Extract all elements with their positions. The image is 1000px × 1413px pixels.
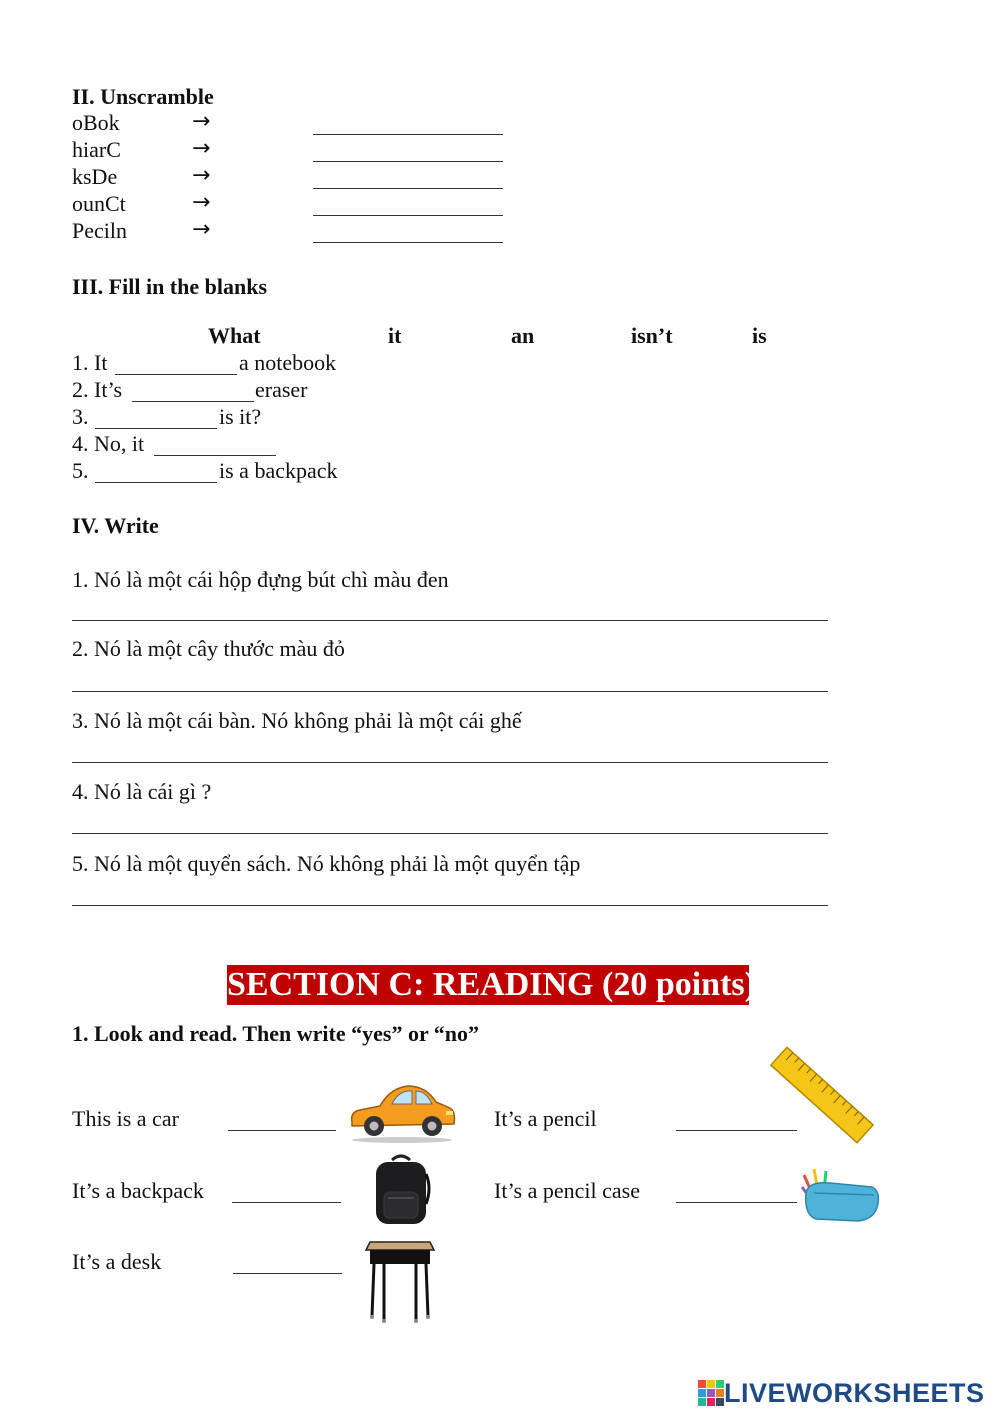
- reading-answer-car[interactable]: [228, 1108, 336, 1131]
- arrow-right-icon: →: [192, 217, 211, 242]
- unscramble-answer-3[interactable]: [313, 166, 503, 189]
- fill-heading: III. Fill in the blanks: [72, 274, 268, 299]
- backpack-image: [370, 1152, 432, 1226]
- liveworksheets-logo-text: LIVEWORKSHEETS: [724, 1377, 985, 1408]
- section-c-banner: SECTION C: READING (20 points): [227, 966, 756, 1003]
- unscramble-answer-1[interactable]: [313, 112, 503, 135]
- reading-answer-pencil-case[interactable]: [676, 1180, 797, 1203]
- liveworksheets-logo-icon: [698, 1380, 724, 1406]
- scrambled-word: ounCt: [72, 191, 126, 216]
- reading-answer-desk[interactable]: [233, 1251, 342, 1274]
- liveworksheets-logo: [698, 1375, 985, 1411]
- fill-sentence-1-start: 1. It: [72, 350, 108, 375]
- write-answer-2[interactable]: [72, 667, 828, 692]
- word-bank-item: is: [752, 323, 767, 348]
- fill-sentence-4-start: 4. No, it: [72, 431, 145, 456]
- reading-statement-desk: It’s a desk: [72, 1249, 162, 1274]
- arrow-right-icon: →: [192, 136, 211, 161]
- write-heading: IV. Write: [72, 513, 159, 538]
- scrambled-word: Peciln: [72, 218, 127, 243]
- fill-sentence-2-end: eraser: [255, 377, 308, 402]
- scrambled-word: oBok: [72, 110, 120, 135]
- write-answer-1[interactable]: [72, 596, 828, 621]
- desk-image: [364, 1236, 436, 1326]
- arrow-right-icon: →: [192, 190, 211, 215]
- word-bank-item: it: [388, 323, 402, 348]
- fill-sentence-5-end: is a backpack: [219, 458, 338, 483]
- reading-answer-backpack[interactable]: [232, 1180, 341, 1203]
- reading-statement-pencil-case: It’s a pencil case: [494, 1178, 640, 1203]
- reading-instruction: 1. Look and read. Then write “yes” or “no”: [72, 1021, 480, 1046]
- write-answer-3[interactable]: [72, 738, 828, 763]
- fill-answer-4[interactable]: [154, 433, 276, 456]
- fill-sentence-5-start: 5.: [72, 458, 89, 483]
- fill-sentence-3-end: is it?: [219, 404, 262, 429]
- write-answer-4[interactable]: [72, 809, 828, 834]
- word-bank-item: What: [208, 323, 261, 348]
- unscramble-heading: II. Unscramble: [72, 84, 214, 109]
- unscramble-answer-2[interactable]: [313, 139, 503, 162]
- pencil-case-image: [800, 1163, 880, 1225]
- ruler-image: [770, 1046, 874, 1144]
- reading-statement-pencil: It’s a pencil: [494, 1106, 597, 1131]
- write-prompt-4: 4. Nó là cái gì ?: [72, 779, 212, 804]
- fill-answer-3[interactable]: [95, 406, 217, 429]
- arrow-right-icon: →: [192, 163, 211, 188]
- car-image: [346, 1080, 458, 1144]
- fill-sentence-1-end: a notebook: [239, 350, 337, 375]
- scrambled-word: hiarC: [72, 137, 121, 162]
- fill-sentence-2-start: 2. It’s: [72, 377, 123, 402]
- fill-answer-1[interactable]: [115, 352, 237, 375]
- reading-statement-backpack: It’s a backpack: [72, 1178, 204, 1203]
- write-prompt-2: 2. Nó là một cây thước màu đỏ: [72, 636, 345, 661]
- scrambled-word: ksDe: [72, 164, 118, 189]
- fill-answer-2[interactable]: [132, 379, 254, 402]
- write-answer-5[interactable]: [72, 881, 828, 906]
- write-prompt-3: 3. Nó là một cái bàn. Nó không phải là một cái ghế: [72, 708, 522, 733]
- word-bank-item: isn’t: [631, 323, 673, 348]
- unscramble-answer-5[interactable]: [313, 220, 503, 243]
- arrow-right-icon: →: [192, 109, 211, 134]
- reading-statement-car: This is a car: [72, 1106, 179, 1131]
- write-prompt-1: 1. Nó là một cái hộp đựng bút chì màu đen: [72, 567, 449, 592]
- write-prompt-5: 5. Nó là một quyển sách. Nó không phải là một quyển tập: [72, 851, 581, 876]
- fill-answer-5[interactable]: [95, 460, 217, 483]
- fill-sentence-3-start: 3.: [72, 404, 89, 429]
- word-bank-item: an: [511, 323, 535, 348]
- unscramble-answer-4[interactable]: [313, 193, 503, 216]
